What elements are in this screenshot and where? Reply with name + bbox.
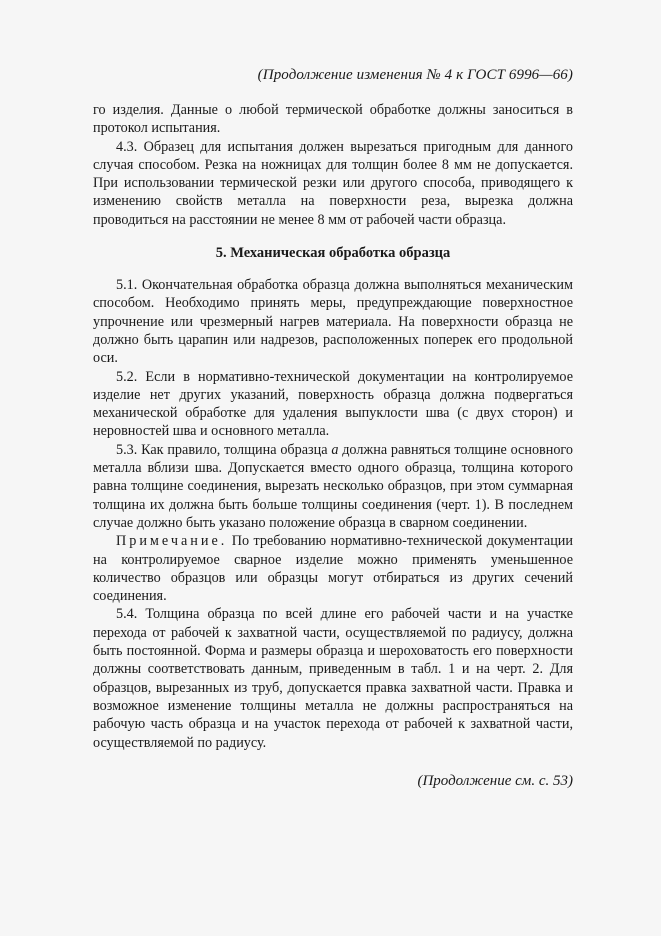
document-body xyxy=(93,101,573,752)
paragraph-intro-continuation: го изделия. Данные о любой термической обработке должны заноситься в протокол испытания. xyxy=(93,102,573,137)
paragraph-5-3 xyxy=(93,441,573,532)
note-paragraph xyxy=(93,532,573,605)
paragraph-4-3: 4.3. Образец для испытания должен вырезаться пригодным для данного случая способом. Резка на ножницах для толщин более 8 мм не допускается. При использовании термической резки или другого способа, приводящего к изменению свойств металла на поверхности реза, вырезка должна проводиться на расстоянии не менее 8 мм от рабочей части образца. xyxy=(93,138,573,228)
paragraph-5-3-prefix: 5.3. Как правило, толщина образца xyxy=(116,441,332,458)
note-label: Примечание. xyxy=(116,533,228,550)
paragraph-5-2: 5.2. Если в нормативно-технической документации на контролируемое изделие нет других указаний, поверхность образца должна подвергаться механической обработке для удаления выпуклости шва (с двух сторон) и неровностей шва и основного металла. xyxy=(93,368,573,440)
thickness-variable: a xyxy=(331,441,339,458)
paragraph-5-3-rest: должна равняться толщине основного металла вблизи шва. Допускается вместо одного образца, толщина которого равна толщине соединения, вырезать несколько образцов, при этом суммарная толщина их должна быть больше толщины соединения (черт. 1). В последнем случае должно быть указано положение образца в сварном соединении. xyxy=(93,441,573,531)
paragraph-5-1: 5.1. Окончательная обработка образца должна выполняться механическим способом. Необходимо принять меры, предупреждающие поверхностное упрочнение или чрезмерный нагрев материала. На поверхности образца не должно быть царапин или надрезов, расположенных поперек его продольной оси. xyxy=(93,277,573,367)
note-text: По требованию нормативно-технической документации на контролируемое сварное изделие можно применять уменьшенное количество образцов или образцы могут отбираться из других сечений соединения. xyxy=(93,533,573,605)
page-header-continuation: (Продолжение изменения № 4 к ГОСТ 6996—66) xyxy=(257,67,573,83)
section-title: 5. Механическая обработка образца xyxy=(215,245,451,262)
paragraph-5-4: 5.4. Толщина образца по всей длине его рабочей части и на участке перехода от рабочей к захватной части, осуществляемой по радиусу, должна быть постоянной. Форма и размеры образца и шероховатость его поверхности должны соответствовать данным, приведенным в табл. 1 и на черт. 2. Для образцов, вырезанных из труб, допускается правка захватной части. Правка и возможное изменение толщины металла не должны распространяться на рабочую часть образца и на участок перехода от рабочей к захватной части, осуществляемой по радиусу. xyxy=(93,606,573,751)
page-footer-continuation: (Продолжение см. с. 53) xyxy=(417,773,573,789)
